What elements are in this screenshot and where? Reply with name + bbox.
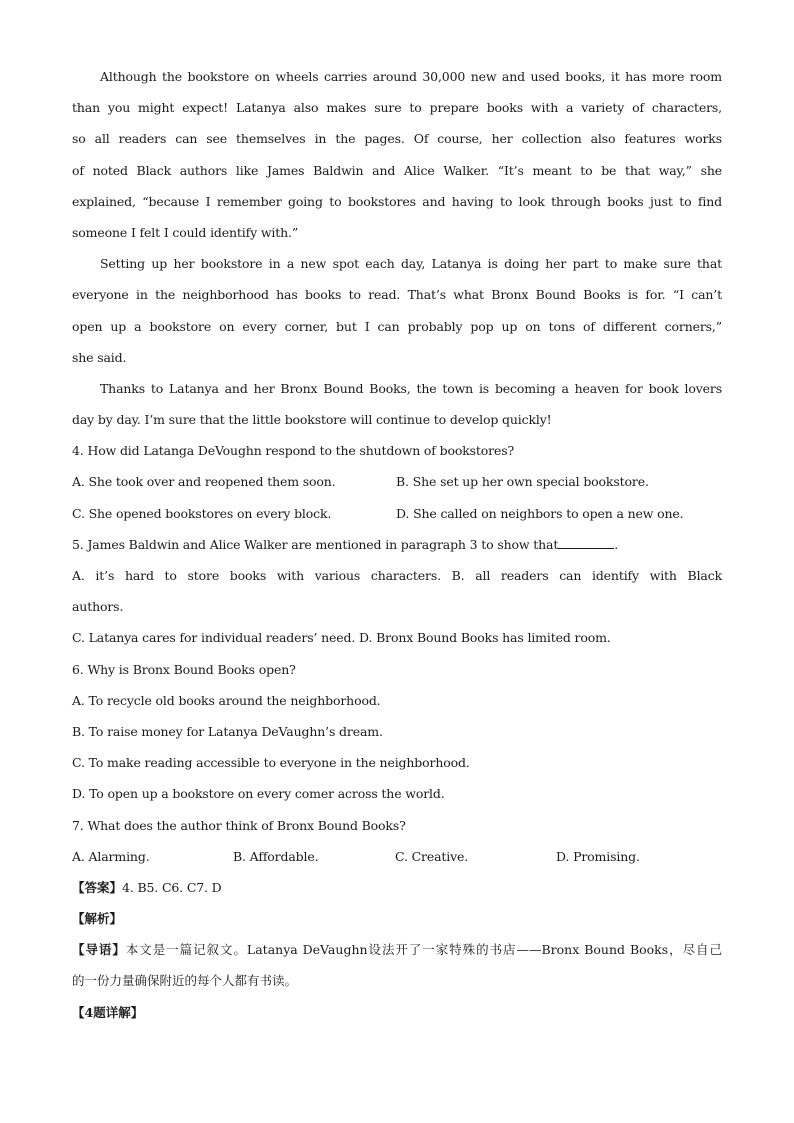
intro-text: 本文是一篇记叙文。Latanya DeVaughn设法开了一家特殊的书店——Bronx Bound Books，尽自己	[125, 942, 722, 958]
passage-line: open up a bookstore on every corner, but I can probably pop up on tons of different corners,”	[72, 318, 722, 334]
passage-line: Setting up her bookstore in a new spot each day, Latanya is doing her part to make sure that	[100, 256, 722, 272]
analysis-label: 【解析】	[72, 911, 123, 927]
option-b: B. To raise money for Latanya DeVaughn’s dream.	[72, 723, 383, 739]
document-page	[72, 61, 722, 1028]
intro-label: 【导语】	[72, 942, 126, 958]
question-7	[72, 810, 722, 872]
option-d: D. Promising.	[556, 848, 640, 864]
detail-line	[72, 997, 722, 1028]
answer-text: 4. B5. C6. C7. D	[122, 879, 222, 895]
passage-line: day by day. I’m sure that the little bookstore will continue to develop quickly!	[72, 412, 552, 428]
option-a: A. She took over and reopened them soon.	[72, 474, 336, 490]
question-stem: 6. Why is Bronx Bound Books open?	[72, 661, 296, 677]
question-4	[72, 435, 722, 529]
passage-line: she said.	[72, 349, 127, 365]
options-row	[72, 841, 722, 872]
analysis-line	[72, 903, 722, 934]
option-b: B. She set up her own special bookstore.	[396, 474, 649, 490]
passage-line: Thanks to Latanya and her Bronx Bound Books, the town is becoming a heaven for book lovers	[100, 380, 722, 396]
passage-line: of noted Black authors like James Baldwin and Alice Walker. “It’s meant to be that way,” she	[72, 162, 722, 178]
options-row	[72, 498, 722, 529]
passage-line: explained, “because I remember going to bookstores and having to look through books just to find	[72, 193, 722, 209]
passage-line: so all readers can see themselves in the pages. Of course, her collection also features works	[72, 131, 722, 147]
passage-line: everyone in the neighborhood has books to read. That’s what Bronx Bound Books is for. “I can’t	[72, 287, 722, 303]
detail-label: 【4题详解】	[72, 1004, 144, 1020]
intro-line	[72, 934, 722, 965]
passage-line: someone I felt I could identify with.”	[72, 224, 299, 240]
answer-label: 【答案】	[72, 879, 123, 895]
question-stem: 7. What does the author think of Bronx Bound Books?	[72, 817, 406, 833]
options-ab: A. it’s hard to store books with various characters. B. all readers can identify with Black	[72, 568, 722, 583]
options-ab-continued: authors.	[72, 599, 124, 615]
option-d: D. She called on neighbors to open a new one.	[396, 505, 684, 521]
paragraph-5	[72, 373, 722, 435]
option-d: D. To open up a bookstore on every comer across the world.	[72, 786, 445, 802]
options-row	[72, 466, 722, 497]
question-stem: 4. How did Latanga DeVoughn respond to the shutdown of bookstores?	[72, 443, 515, 459]
question-stem-text: 5. James Baldwin and Alice Walker are mentioned in paragraph 3 to show that	[72, 536, 559, 552]
option-a: A. To recycle old books around the neighborhood.	[72, 692, 381, 708]
option-b: B. Affordable.	[233, 848, 319, 864]
paragraph-4	[72, 248, 722, 373]
question-stem	[72, 529, 722, 560]
passage-line: Although the bookstore on wheels carries around 30,000 new and used books, it has more room	[100, 69, 722, 84]
question-5	[72, 529, 722, 654]
options-cd: C. Latanya cares for individual readers’ need. D. Bronx Bound Books has limited room.	[72, 630, 611, 646]
question-6	[72, 654, 722, 810]
option-c: C. To make reading accessible to everyone in the neighborhood.	[72, 755, 470, 771]
option-c: C. Creative.	[395, 848, 469, 864]
question-stem-end: .	[614, 536, 619, 552]
intro-line: 的一份力量确保附近的每个人都有书读。	[72, 973, 298, 989]
option-c: C. She opened bookstores on every block.	[72, 505, 332, 521]
answer-line	[72, 872, 722, 903]
intro-section	[72, 934, 722, 996]
passage-line: than you might expect! Latanya also makes sure to prepare books with a variety of characters,	[72, 100, 722, 116]
paragraph-3	[72, 61, 722, 248]
answer-blank	[558, 534, 614, 549]
option-a: A. Alarming.	[72, 848, 150, 864]
